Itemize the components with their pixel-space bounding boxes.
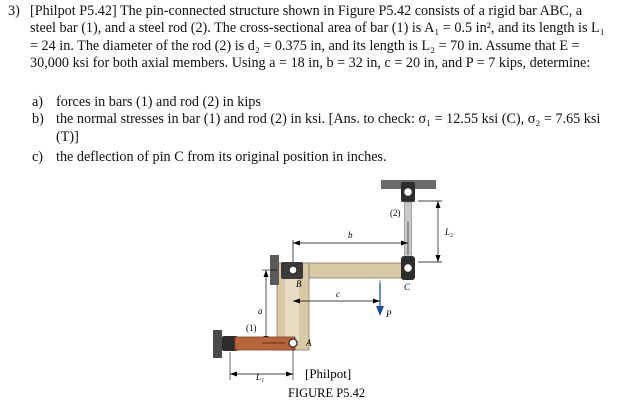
label-b: b: [348, 230, 353, 240]
task-text-continued: (T)]: [56, 128, 79, 145]
c-arrow-right: [373, 299, 380, 304]
label-rod-2: (2): [390, 208, 401, 218]
a-arrow-top: [264, 270, 269, 277]
l2-arrow-bottom: [436, 255, 441, 262]
label-bar-1: (1): [246, 323, 257, 333]
pin-a: [289, 339, 297, 347]
label-a-point: A: [306, 338, 312, 348]
problem-line-4: 30,000 ksi for both axial members. Using a = 18 in, b = 32 in, c = 20 in, and P = 7 kips, determine:: [30, 55, 591, 72]
task-label: c): [32, 149, 44, 166]
task-text: the deflection of pin C from its original position in inches.: [56, 149, 387, 166]
problem-line-3: = 24 in. The diameter of the rod (2) is d₂ = 0.375 in, and its length is L₂ = 70 in. Assume that E =: [30, 37, 580, 54]
wall-support-left: [213, 330, 222, 358]
label-p: P: [386, 309, 392, 319]
problem-number: 3): [8, 3, 20, 19]
label-l1: L₁: [256, 372, 265, 382]
bar-1: [235, 337, 295, 350]
b-arrow-left: [293, 241, 300, 246]
pin-c: [404, 264, 413, 273]
pin-b: [289, 266, 297, 274]
top-pin: [404, 188, 413, 197]
label-b-point: B: [296, 279, 302, 289]
l2-arrow-top: [436, 201, 441, 208]
figure-caption: FIGURE P5.42: [288, 386, 366, 400]
label-a: a: [258, 306, 263, 316]
problem-line-1: [Philpot P5.42] The pin-connected structure shown in Figure P5.42 consists of a rigid bar ABC, a: [30, 3, 583, 19]
task-label: b): [32, 111, 44, 128]
l1-arrow-left: [230, 372, 237, 377]
problem-line-2: steel bar (1), and a steel rod (2). The cross-sectional area of bar (1) is A₁ = 0.5 in², and its length is L₁: [30, 20, 605, 37]
task-label: a): [32, 94, 44, 110]
l1-arrow-right: [286, 372, 293, 377]
label-c-point: C: [404, 282, 411, 292]
task-text: the normal stresses in bar (1) and rod (2) in ksi. [Ans. to check: σ₁ = 12.55 ksi (C), σ₂ = 7.65 ksi: [56, 111, 601, 128]
task-text: forces in bars (1) and rod (2) in kips: [56, 94, 261, 110]
label-c: c: [336, 289, 340, 299]
label-l2: L₂: [445, 227, 454, 237]
figure-source: [Philpot]: [305, 366, 352, 381]
load-p-arrowhead: [376, 306, 384, 316]
